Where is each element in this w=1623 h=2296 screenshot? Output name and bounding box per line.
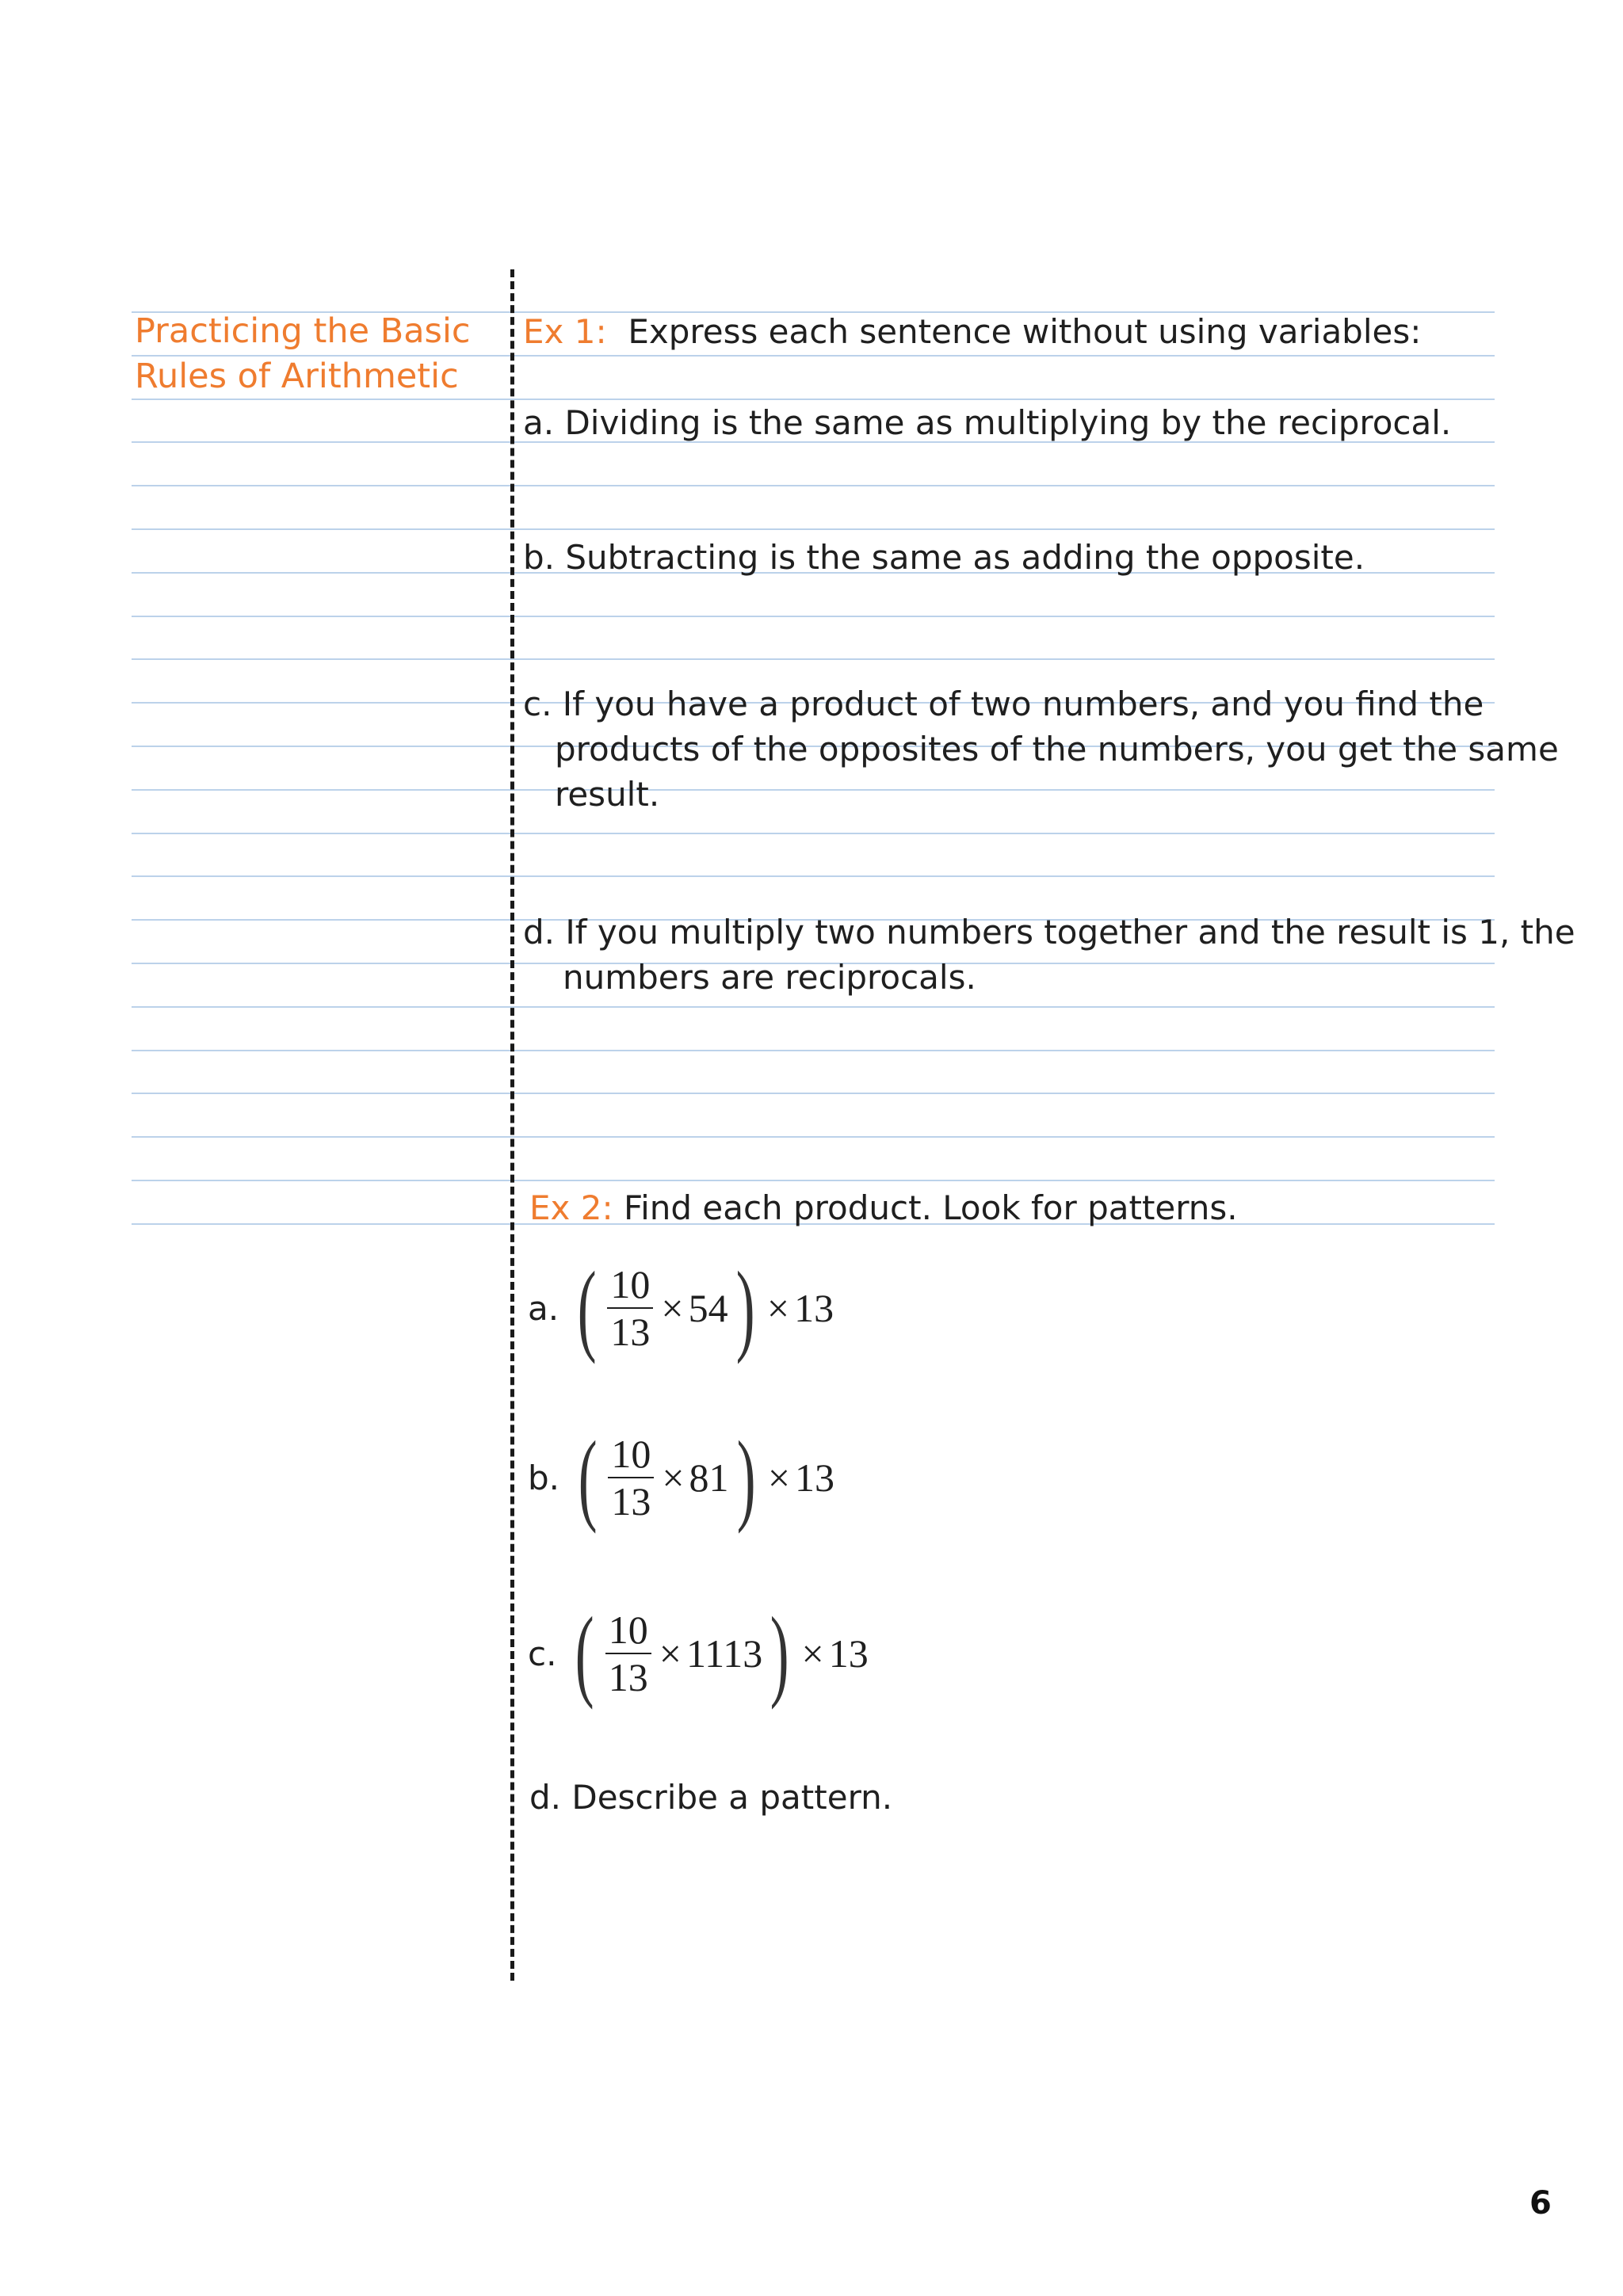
ex1-item-d-line2: numbers are reciprocals.: [563, 958, 976, 997]
ex1-heading: [523, 309, 1421, 354]
ex2-heading: [529, 1185, 1238, 1230]
times-sign: ×: [766, 1286, 790, 1330]
ruled-line: [132, 1093, 1495, 1094]
left-paren: (: [578, 1421, 598, 1535]
fraction-denominator: 13: [611, 1479, 651, 1524]
page-number: 6: [1529, 2185, 1552, 2222]
ex2-item-a-label: a.: [528, 1288, 559, 1328]
ex2-expression-a: [528, 1251, 842, 1365]
ruled-line: [132, 833, 1495, 834]
fraction-denominator: 13: [608, 1655, 648, 1699]
ruled-line: [132, 1006, 1495, 1008]
fraction: [608, 1431, 654, 1524]
ex1-item-a: a. Dividing is the same as multiplying by the reciprocal.: [523, 403, 1452, 442]
ex1-tag: Ex 1:: [523, 312, 607, 351]
section-title-line2: Rules of Arithmetic: [135, 357, 459, 396]
ruled-line: [132, 1180, 1495, 1181]
ex1-item-c-line2: products of the opposites of the numbers, you get the same: [555, 730, 1559, 769]
ex1-item-b: b. Subtracting is the same as adding the opposite.: [523, 538, 1365, 577]
ruled-line: [132, 485, 1495, 486]
ruled-line: [132, 658, 1495, 660]
left-paren: (: [575, 1596, 595, 1711]
ruled-line: [132, 789, 1495, 791]
times-sign: ×: [662, 1455, 685, 1500]
outer-factor: 13: [794, 1286, 834, 1330]
ruled-line: [132, 1136, 1495, 1138]
times-sign: ×: [767, 1455, 791, 1500]
fraction: [605, 1607, 651, 1700]
inner-factor: 1113: [685, 1631, 763, 1676]
outer-factor: 13: [828, 1631, 869, 1676]
left-paren: (: [577, 1251, 597, 1365]
ex1-item-c-line1: c. If you have a product of two numbers, and you find the: [523, 685, 1484, 723]
times-sign: ×: [801, 1631, 824, 1676]
right-paren: ): [769, 1596, 789, 1711]
ex2-item-c-label: c.: [528, 1634, 557, 1673]
fraction-numerator: 10: [608, 1431, 654, 1478]
section-title-line1: Practicing the Basic: [135, 311, 471, 351]
inner-factor: 54: [688, 1286, 728, 1330]
ex2-prompt: Find each product. Look for patterns.: [623, 1188, 1238, 1227]
ex2-item-b-label: b.: [528, 1458, 560, 1497]
section-title: [135, 309, 499, 399]
ex2-item-d: d. Describe a pattern.: [529, 1778, 893, 1817]
ruled-line: [132, 616, 1495, 617]
ex2-expression-b: [528, 1421, 842, 1535]
inner-factor: 81: [689, 1455, 729, 1500]
ruled-line: [132, 528, 1495, 530]
ex1-item-d-line1: d. If you multiply two numbers together and the result is 1, the: [523, 913, 1575, 952]
fraction-numerator: 10: [607, 1261, 653, 1309]
times-sign: ×: [661, 1286, 684, 1330]
ex2-expression-c: [528, 1596, 876, 1711]
right-paren: ): [736, 1421, 756, 1535]
fraction-numerator: 10: [605, 1607, 651, 1654]
ruled-line: [132, 1050, 1495, 1051]
ex1-item-c-line3: result.: [555, 775, 660, 814]
ex2-tag: Ex 2:: [529, 1188, 613, 1227]
times-sign: ×: [659, 1631, 682, 1676]
fraction: [607, 1261, 653, 1355]
outer-factor: 13: [795, 1455, 835, 1500]
right-paren: ): [735, 1251, 755, 1365]
fraction-denominator: 13: [610, 1310, 651, 1354]
ruled-line: [132, 875, 1495, 877]
ex1-prompt: Express each sentence without using variables:: [628, 312, 1422, 351]
margin-divider: [510, 269, 514, 1981]
